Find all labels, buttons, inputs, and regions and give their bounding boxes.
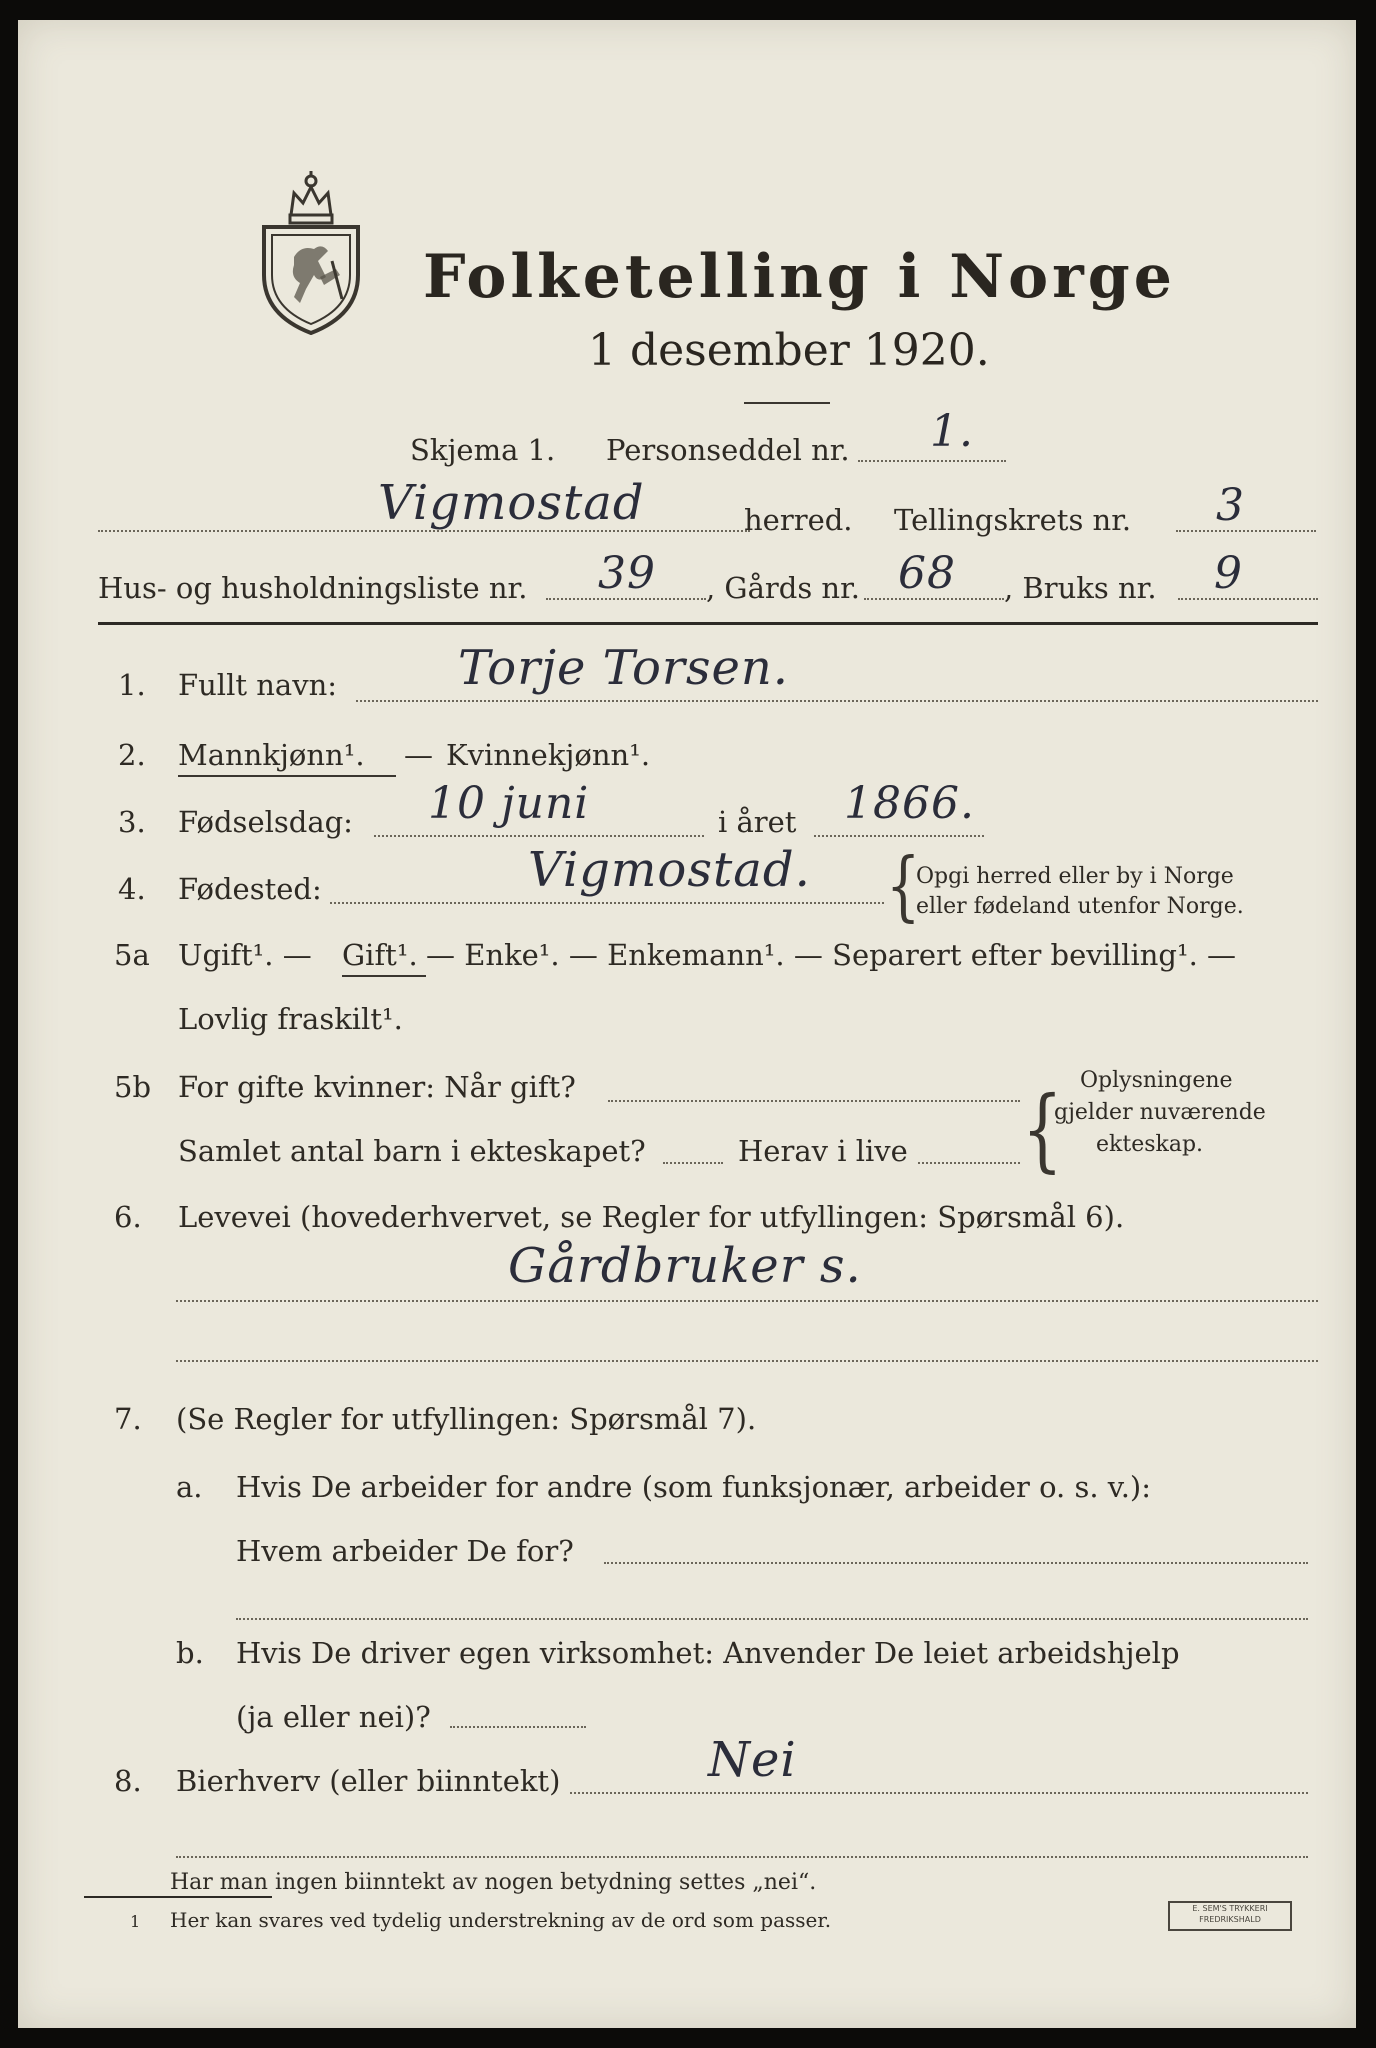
q5b-note-2: gjelder nuværende xyxy=(1054,1100,1266,1125)
census-date: 1 desember 1920. xyxy=(588,325,990,376)
occupation-value: Gårdbruker s. xyxy=(508,1238,862,1294)
q7-number: 7. xyxy=(114,1402,142,1436)
q7a-number: a. xyxy=(176,1470,203,1504)
q5a-number: 5a xyxy=(114,938,150,972)
q5a-lovlig-fraskilt: Lovlig fraskilt¹. xyxy=(178,1002,403,1036)
herred-label: herred. xyxy=(744,503,853,537)
q5b-herav-label: Herav i live xyxy=(738,1134,908,1168)
q8-note: Har man ingen biinntekt av nogen betydning settes „nei“. xyxy=(170,1870,817,1895)
q4-number: 4. xyxy=(118,872,146,906)
full-name-value: Torje Torsen. xyxy=(458,640,790,696)
gards-label: , Gårds nr. xyxy=(706,571,860,605)
norwegian-lion-shield-icon xyxy=(256,165,366,335)
q6-label: Levevei (hovederhvervet, se Regler for utfyllingen: Spørsmål 6). xyxy=(178,1200,1125,1234)
q7b-number: b. xyxy=(176,1636,204,1670)
q5a-ugift-option: Ugift¹. — xyxy=(178,938,312,972)
q5b-label: For gifte kvinner: Når gift? xyxy=(178,1070,576,1104)
q5a-other-options: — Enke¹. — Enkemann¹. — Separert efter bevilling¹. — xyxy=(426,938,1237,972)
male-underline xyxy=(178,775,396,777)
footnote-marker: 1 xyxy=(130,1912,141,1931)
q8-label: Bierhverv (eller biinntekt) xyxy=(176,1764,561,1798)
q3-number: 3. xyxy=(118,805,146,839)
section-rule xyxy=(98,622,1318,625)
husliste-number: 39 xyxy=(598,548,656,599)
husliste-label: Hus- og husholdningsliste nr. xyxy=(98,571,528,605)
q3-label: Fødselsdag: xyxy=(178,805,353,839)
gards-number: 68 xyxy=(898,548,956,599)
q3-year-label: i året xyxy=(718,805,797,839)
gift-underline xyxy=(342,975,426,977)
personseddel-label: Personseddel nr. xyxy=(606,433,850,467)
q5b-number: 5b xyxy=(114,1070,152,1104)
q4-note-1: Opgi herred eller by i Norge xyxy=(916,864,1234,889)
tellingskrets-number: 3 xyxy=(1216,480,1245,531)
q5b-children-label: Samlet antal barn i ekteskapet? xyxy=(178,1134,646,1168)
birth-year-value: 1866. xyxy=(844,778,975,829)
footnote-rule xyxy=(84,1896,272,1898)
q7a-label: Hvis De arbeider for andre (som funksjonær, arbeider o. s. v.): xyxy=(236,1470,1152,1504)
q2-female-option: Kvinnekjønn¹. xyxy=(446,738,651,772)
footnote-text: Her kan svares ved tydelig understrekning av de ord som passer. xyxy=(170,1908,832,1932)
q5b-note-1: Oplysningene xyxy=(1080,1068,1233,1093)
q2-separator: — xyxy=(404,738,433,772)
q2-male-option: Mannkjønn¹. xyxy=(178,738,365,772)
birthplace-value: Vigmostad. xyxy=(528,842,811,898)
bruks-label: , Bruks nr. xyxy=(1004,571,1157,605)
q7-label: (Se Regler for utfyllingen: Spørsmål 7). xyxy=(176,1402,757,1436)
herred-value: Vigmostad xyxy=(378,475,645,531)
title-divider xyxy=(744,402,830,404)
q6-number: 6. xyxy=(114,1200,142,1234)
personseddel-number: 1. xyxy=(930,406,974,457)
q1-label: Fullt navn: xyxy=(178,668,338,702)
bruks-number: 9 xyxy=(1214,548,1243,599)
q5a-gift-option: Gift¹. xyxy=(342,938,418,972)
q5b-note-3: ekteskap. xyxy=(1096,1132,1204,1157)
q7a-employer-label: Hvem arbeider De for? xyxy=(236,1534,574,1568)
q4-note-2: eller fødeland utenfor Norge. xyxy=(916,894,1244,919)
schema-label: Skjema 1. xyxy=(410,433,556,467)
q7b-ja-nei-label: (ja eller nei)? xyxy=(236,1700,431,1734)
q4-label: Fødested: xyxy=(178,872,322,906)
printer-stamp: E. SEM'S TRYKKERI FREDRIKSHALD xyxy=(1168,1901,1292,1931)
q8-number: 8. xyxy=(114,1764,142,1798)
side-income-value: Nei xyxy=(708,1732,797,1788)
birthday-value: 10 juni xyxy=(428,778,590,829)
q1-number: 1. xyxy=(118,668,146,702)
tellingskrets-label: Tellingskrets nr. xyxy=(894,503,1132,537)
form-title: Folketelling i Norge xyxy=(423,242,1176,312)
q7b-label: Hvis De driver egen virksomhet: Anvender De leiet arbeidshjelp xyxy=(236,1636,1180,1670)
census-form-page: Folketelling i Norge 1 desember 1920. Skjema 1. Personseddel nr. 1. Vigmostad herred. Tellingskrets nr. 3 Hus- og husholdningsliste nr. 39 , Gårds nr. 68 , Bruks nr. 9 1. Fullt navn: Torje Torsen. 2. Mannkjønn¹. — Kvinnekjønn¹. 3. Fødselsdag: 10 juni i året 1866. 4. Fødested: Vigmostad. { Opgi herred eller by i Norge eller fødeland utenfor Norge. 5a Ugift¹. — Gift¹. — Enke¹. — Enkemann¹. — Separert efter bevilling¹. — Lovlig fraskilt¹. 5b For gifte kvinner: Når gift? Samlet antal barn i ekteskapet? Herav i live { Oplysningene gjelder nuværende ekteskap. 6. Levevei (hovederhvervet, se Regler for utfyllingen: Spørsmål 6). Gårdbruker s. 7. (Se Regler for utfyllingen: Spørsmål 7). a. Hvis De arbeider for andre (som funksjonær, arbeider o. s. v.): Hvem arbeider De for? b. Hvis De driver egen virksomhet: Anvender De leiet arbeidshjelp (ja eller nei)? 8. Bierhverv (eller biinntekt) Nei Har man ingen biinntekt av nogen betydning settes „nei“. 1 Her kan svares ved tydelig understrekning av de ord som passer. E. SEM'S TRYKKERI FREDRIKSHALD xyxy=(18,20,1356,2028)
q2-number: 2. xyxy=(118,738,146,772)
